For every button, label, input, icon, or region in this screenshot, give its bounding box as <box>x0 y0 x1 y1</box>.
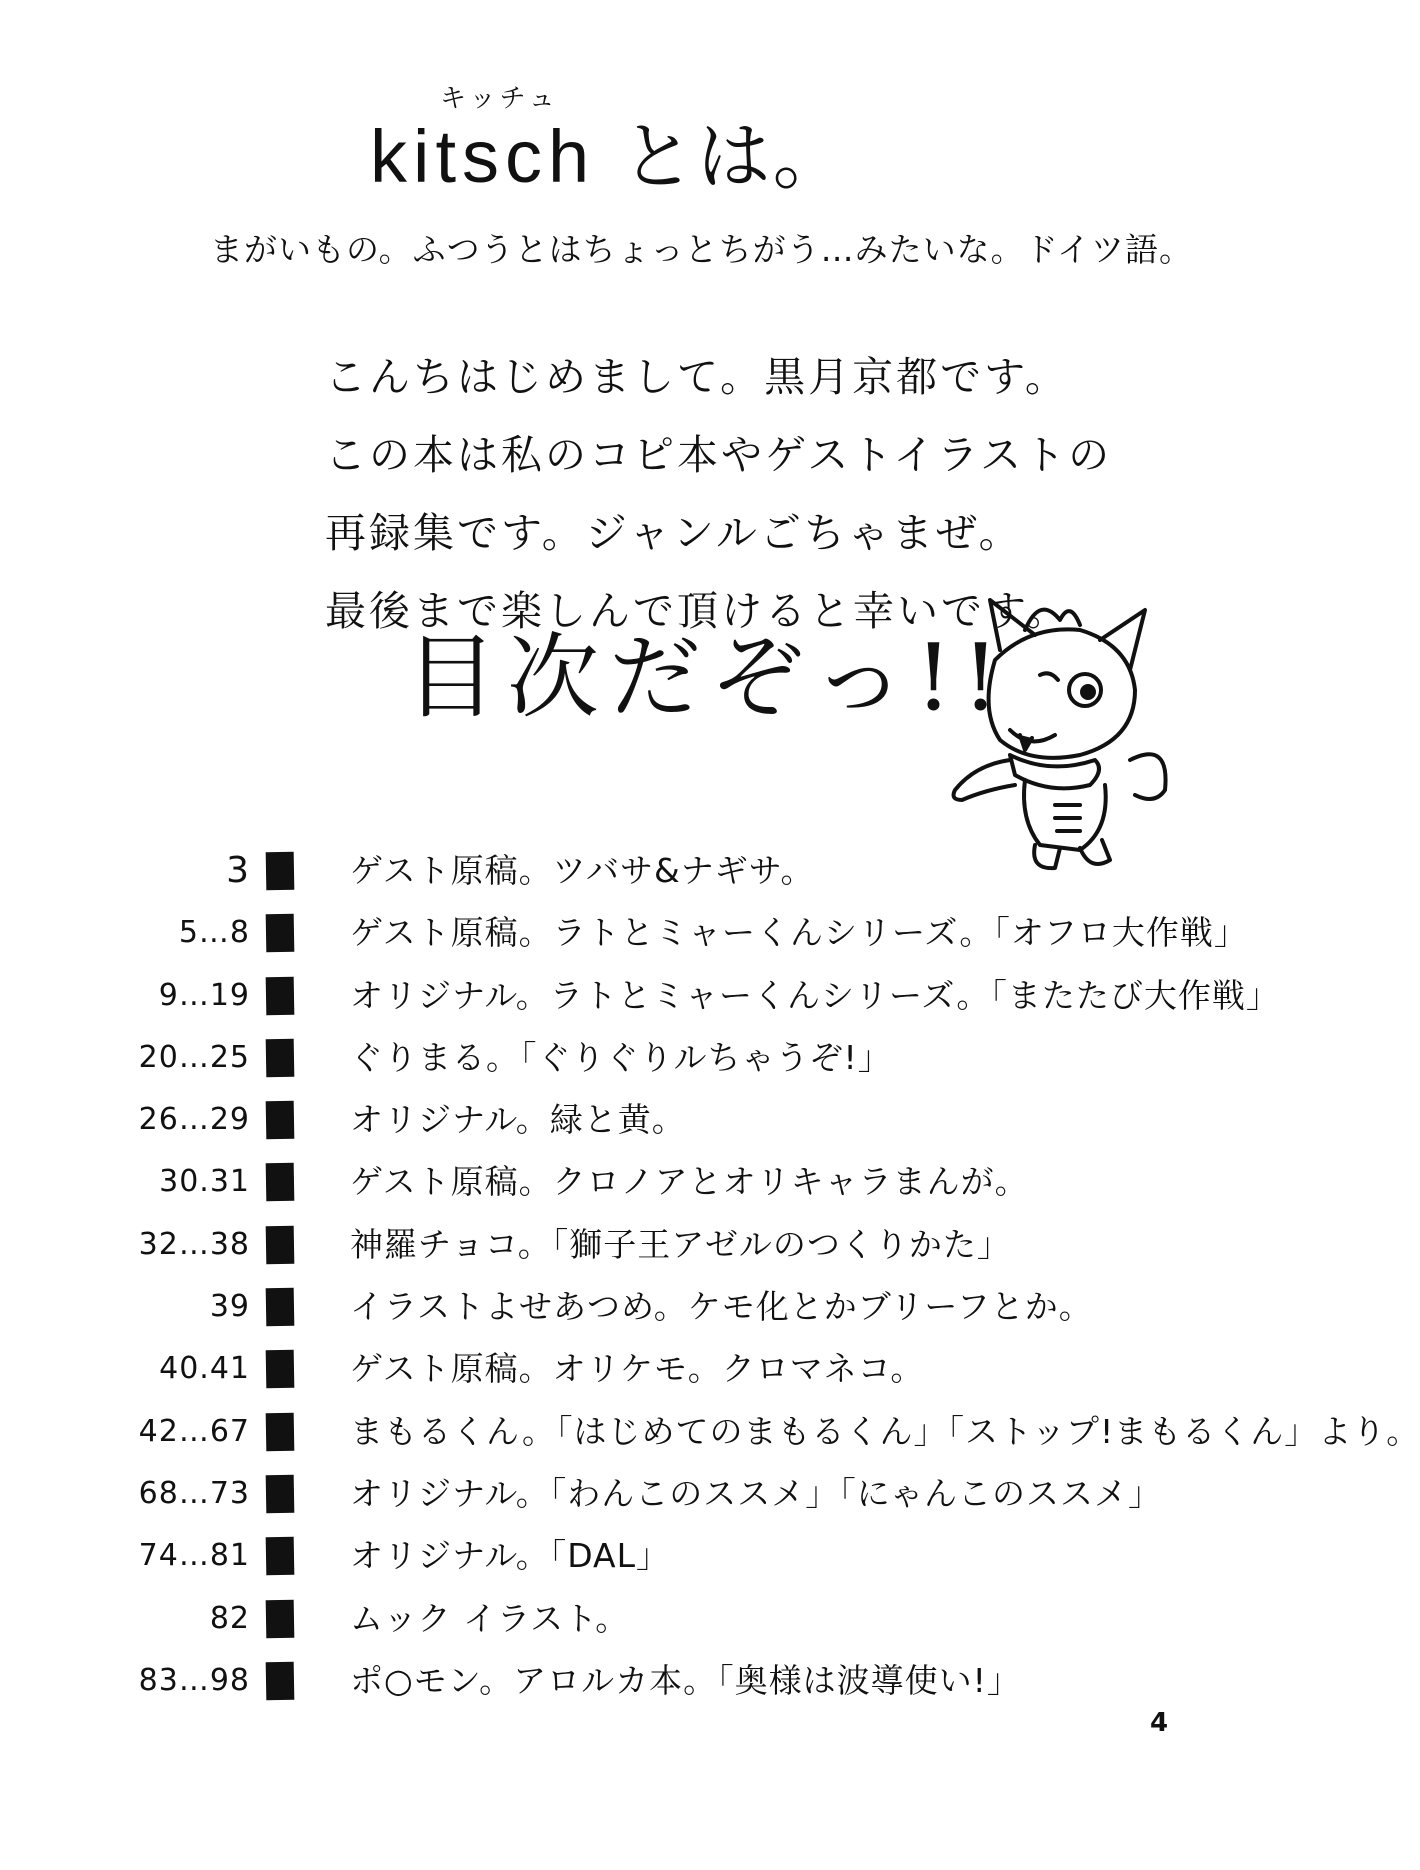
intro-line: 再録集です。ジャンルごちゃまぜ。 <box>325 509 1023 557</box>
toc-item <box>0 902 1280 964</box>
page-title <box>370 114 849 200</box>
toc-entry-title: ぐりまる。「ぐりぐりルちゃうぞ!」 <box>350 1037 892 1077</box>
toc-item <box>0 1401 1420 1463</box>
toc-item <box>0 1027 1280 1089</box>
toc-entry-title: 神羅チョコ。「獅子王アゼルのつくりかた」 <box>350 1224 1011 1264</box>
toc-entry-title: オリジナル。「DAL」 <box>350 1536 671 1576</box>
intro-line: 最後まで楽しんで頂けると幸いです。 <box>325 587 1070 635</box>
bullet-square-icon <box>266 1288 295 1326</box>
toc-entry-title: ポ○モン。アロルカ本。「奥様は波導使い!」 <box>350 1660 1021 1700</box>
toc-item <box>0 1525 1280 1587</box>
toc-entry-title: ムック イラスト。 <box>350 1598 630 1638</box>
toc-entry-title: オリジナル。「わんこのススメ」「にゃんこのススメ」 <box>350 1473 1163 1513</box>
bullet-square-icon <box>266 976 295 1014</box>
toc-entry-title: イラストよせあつめ。ケモ化とかブリーフとか。 <box>350 1287 1093 1327</box>
toc-heading: 目次だぞっ!! <box>405 624 1009 731</box>
toc-entry-title: オリジナル。緑と黄。 <box>350 1100 686 1140</box>
toc-page-range: 30.31 <box>159 1164 250 1200</box>
toc-list <box>0 840 1420 1712</box>
bullet-square-icon <box>266 1350 295 1388</box>
toc-page-range: 74…81 <box>138 1538 250 1574</box>
toc-page-range: 42…67 <box>138 1413 250 1449</box>
mascot-illustration <box>930 590 1180 880</box>
toc-item <box>0 1588 1280 1650</box>
page-number: 4 <box>1150 1708 1169 1738</box>
bullet-square-icon <box>266 1226 295 1264</box>
toc-page-range: 68…73 <box>138 1475 250 1511</box>
bullet-square-icon <box>266 852 295 890</box>
intro-line: こんちはじめまして。黒月京都です。 <box>325 353 1069 401</box>
title-suffix: とは。 <box>620 114 849 200</box>
bullet-square-icon <box>266 1537 295 1575</box>
title-ruby: キッチュ <box>440 84 559 114</box>
bullet-square-icon <box>266 1475 295 1513</box>
toc-page-range: 39 <box>209 1289 250 1325</box>
toc-item <box>0 1089 1280 1151</box>
bullet-square-icon <box>266 1163 295 1201</box>
toc-item <box>0 965 1280 1027</box>
bullet-square-icon <box>266 1101 295 1139</box>
title-word: kitsch <box>370 115 596 198</box>
toc-page-range: 5…8 <box>178 915 250 951</box>
toc-item <box>0 840 1280 902</box>
toc-page-range: 9…19 <box>158 977 250 1013</box>
title-definition: まがいもの。ふつうとはちょっとちがう…みたいな。ドイツ語。 <box>210 230 1194 269</box>
toc-item <box>0 1151 1280 1213</box>
toc-entry-title: まもるくん。「はじめてのまもるくん」「ストップ!まもるくん」より。 <box>350 1411 1420 1451</box>
toc-item <box>0 1276 1280 1338</box>
toc-page-range: 82 <box>209 1600 250 1636</box>
bullet-square-icon <box>266 1662 295 1700</box>
toc-entry-title: ゲスト原稿。オリケモ。クロマネコ。 <box>350 1349 925 1389</box>
toc-item <box>0 1650 1280 1712</box>
bullet-square-icon <box>266 1412 295 1450</box>
bullet-square-icon <box>266 1599 295 1637</box>
bullet-square-icon <box>266 914 295 952</box>
toc-page-range: 40.41 <box>159 1351 250 1387</box>
toc-page-range: 83…98 <box>138 1662 250 1698</box>
bullet-square-icon <box>266 1039 295 1077</box>
toc-page-range: 3 <box>226 850 250 891</box>
toc-page-range: 20…25 <box>138 1039 250 1075</box>
toc-item <box>0 1214 1280 1276</box>
toc-entry-title: ゲスト原稿。ラトとミャーくんシリーズ。「オフロ大作戦」 <box>350 913 1248 953</box>
toc-item <box>0 1338 1280 1400</box>
toc-entry-title: ゲスト原稿。クロノアとオリキャラまんが。 <box>350 1162 1029 1202</box>
toc-page-range: 32…38 <box>138 1226 250 1262</box>
toc-entry-title: ゲスト原稿。ツバサ&ナギサ。 <box>350 851 815 890</box>
intro-line: この本は私のコピ本やゲストイラストの <box>325 431 1113 479</box>
toc-entry-title: オリジナル。ラトとミャーくんシリーズ。「またたび大作戦」 <box>350 975 1280 1015</box>
toc-page-range: 26…29 <box>138 1102 250 1138</box>
toc-item <box>0 1463 1280 1525</box>
